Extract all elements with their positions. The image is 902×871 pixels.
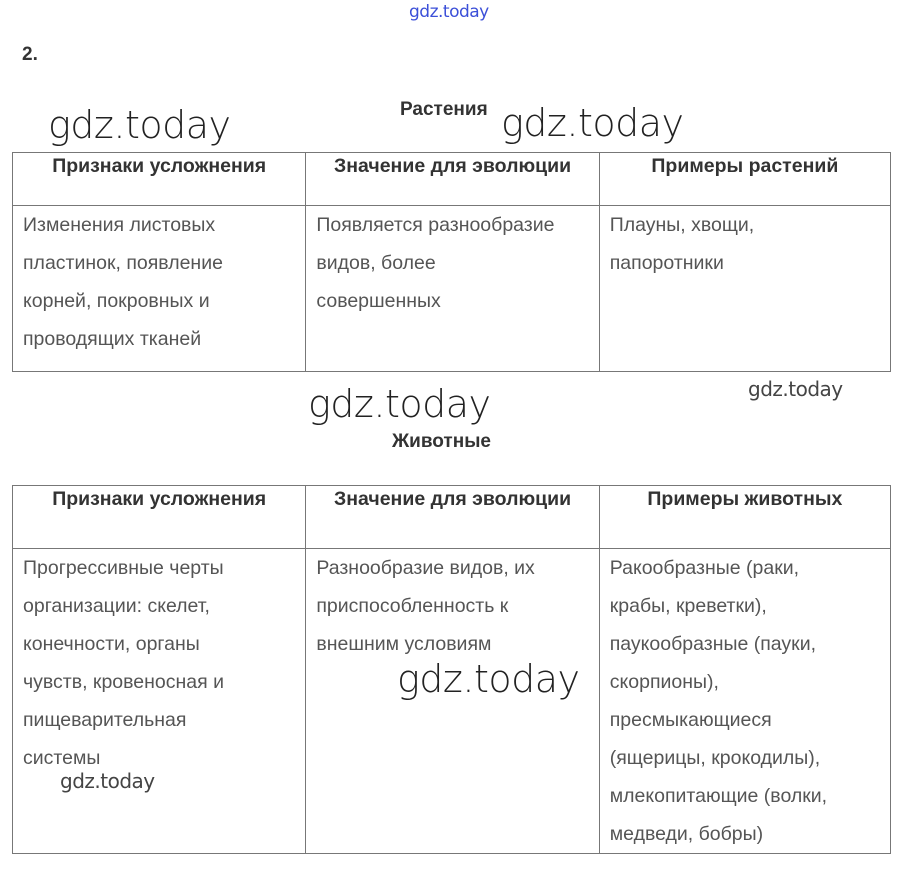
plants-table <box>12 152 891 372</box>
header-text: Признаки усложнения <box>52 155 267 177</box>
cell-line: пластинок, появление <box>23 252 223 274</box>
table-header-row <box>13 486 891 549</box>
watermark-top: gdz.today <box>409 2 489 22</box>
watermark: gdz.today <box>48 103 231 147</box>
table-header-cell <box>306 153 599 206</box>
cell-line: проводящих тканей <box>23 328 202 350</box>
table-cell <box>13 206 306 372</box>
table-header-cell <box>13 153 306 206</box>
cell-line: совершенных <box>316 290 441 312</box>
table-header-cell <box>599 153 890 206</box>
section-title-animals: Животные <box>392 431 491 452</box>
watermark: gdz.today <box>501 101 684 145</box>
header-text: Значение для эволюции <box>334 155 572 177</box>
table-cell <box>599 549 890 854</box>
table-header-cell <box>599 486 890 549</box>
table-row <box>13 206 891 372</box>
header-text: Признаки усложнения <box>52 488 267 510</box>
cell-line: приспособленность к <box>316 595 509 617</box>
cell-line: системы <box>23 747 101 769</box>
table-cell <box>13 549 306 854</box>
table-cell <box>306 206 599 372</box>
cell-line: паукообразные (пауки, <box>609 633 817 655</box>
cell-line: Появляется разнообразие <box>316 214 555 236</box>
cell-line: скорпионы), <box>609 671 719 693</box>
cell-line: медведи, бобры) <box>609 823 764 845</box>
table-header-cell <box>306 486 599 549</box>
header-text: Примеры животных <box>647 488 843 510</box>
watermark: gdz.today <box>60 769 155 793</box>
cell-line: пищеварительная <box>23 709 187 731</box>
table-header-row <box>13 153 891 206</box>
cell-line: конечности, органы <box>23 633 200 655</box>
table-cell <box>599 206 890 372</box>
cell-line: Ракообразные (раки, <box>609 557 800 579</box>
section-title-plants: Растения <box>400 99 488 120</box>
cell-line: видов, более <box>316 252 436 274</box>
cell-line: Плауны, хвощи, <box>609 214 755 236</box>
cell-line: млекопитающие (волки, <box>609 785 828 807</box>
watermark: gdz.today <box>748 377 843 401</box>
cell-line: Изменения листовых <box>23 214 216 236</box>
cell-line: организации: скелет, <box>23 595 210 617</box>
cell-line: (ящерицы, крокодилы), <box>609 747 821 769</box>
cell-line: Разнообразие видов, их <box>316 557 535 579</box>
watermark: gdz.today <box>308 382 491 426</box>
cell-line: корней, покровных и <box>23 290 210 312</box>
cell-line: пресмыкающиеся <box>609 709 772 731</box>
cell-line: чувств, кровеносная и <box>23 671 224 693</box>
table-header-cell <box>13 486 306 549</box>
cell-line: крабы, креветки), <box>609 595 767 617</box>
cell-line: Прогрессивные черты <box>23 557 224 579</box>
table-row <box>13 549 891 854</box>
watermark: gdz.today <box>397 657 580 701</box>
cell-line: папоротники <box>609 252 724 274</box>
header-text: Примеры растений <box>651 155 839 177</box>
table-cell <box>306 549 599 854</box>
cell-line: внешним условиям <box>316 633 492 655</box>
task-number: 2. <box>22 44 38 65</box>
header-text: Значение для эволюции <box>334 488 572 510</box>
